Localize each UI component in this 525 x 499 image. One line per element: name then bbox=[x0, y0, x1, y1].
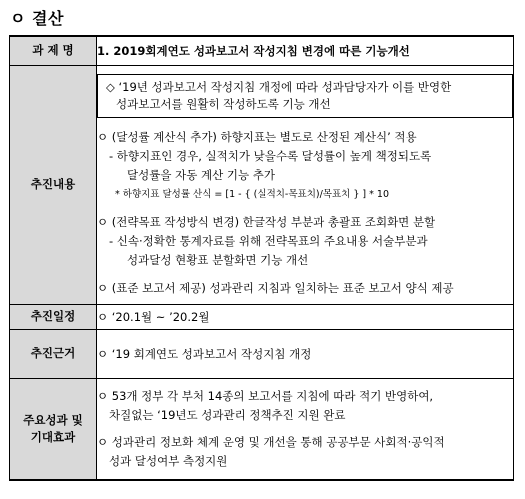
report-table bbox=[9, 35, 514, 481]
outcome-item-2-line-2: 성과 달성여부 측정지원 bbox=[109, 453, 228, 468]
outcome-item-1-line-1: ㅇ 53개 정부 각 부처 14종의 보고서를 지침에 따라 적기 반영하여, bbox=[97, 388, 434, 403]
detail-item-3: ㅇ (표준 보고서 제공) 성과관리 지침과 일치하는 표준 보고서 양식 제공 bbox=[97, 280, 454, 295]
label-outcomes bbox=[10, 378, 97, 480]
detail-item-1-sub-2: 달성률을 자동 계산 기능 추가 bbox=[127, 167, 275, 182]
outcome-item-2-line-1: ㅇ 성과관리 정보화 체계 운영 및 개선을 통해 공공부문 사회적·공익적 bbox=[97, 434, 445, 449]
task-title: 1. 2019회계연도 성과보고서 작성지침 변경에 따른 기능개선 bbox=[97, 36, 514, 65]
detail-item-1-sub-1: - 하향지표인 경우, 실적치가 낮을수록 달성률이 높게 책정되도록 bbox=[109, 148, 432, 163]
label-outcomes-line-2: 기대효과 bbox=[30, 429, 76, 444]
row-basis bbox=[10, 329, 514, 378]
outcomes-cell bbox=[97, 378, 514, 480]
row-details bbox=[10, 65, 514, 304]
outcome-item-1-line-2: 차질없는 ‘19년도 성과관리 정책추진 지원 완료 bbox=[109, 407, 346, 422]
summary-line-2: 성과보고서를 원활히 작성하도록 기능 개선 bbox=[116, 96, 331, 111]
section-heading: ㅇ 결산 bbox=[10, 9, 64, 28]
label-outcomes-line-1: 주요성과 및 bbox=[23, 412, 83, 427]
summary-box bbox=[97, 74, 513, 118]
basis-text: ㅇ ‘19 회계연도 성과보고서 작성지침 개정 bbox=[97, 329, 514, 378]
schedule-text: ㅇ ‘20.1월 ~ ’20.2월 bbox=[97, 304, 514, 329]
row-title bbox=[10, 36, 514, 65]
details-cell bbox=[97, 65, 514, 304]
label-schedule: 추진일정 bbox=[10, 304, 97, 329]
label-details: 추진내용 bbox=[10, 65, 97, 304]
summary-line-1: ◇ ‘19년 성과보고서 작성지침 개정에 따라 성과담당자가 이를 반영한 bbox=[106, 79, 452, 94]
detail-item-2: ㅇ (전략목표 작성방식 변경) 한글작성 부분과 총괄표 조회화면 분할 bbox=[97, 214, 436, 229]
row-schedule bbox=[10, 304, 514, 329]
row-outcomes bbox=[10, 378, 514, 480]
detail-item-2-sub-2: 성과달성 현황표 분할화면 기능 개선 bbox=[127, 252, 309, 267]
detail-item-1-formula: * 하향지표 달성률 산식 = [1 - { (실적치-목표치)/목표치 } ] * 10 bbox=[115, 188, 389, 200]
detail-item-2-sub-1: - 신속·정확한 통계자료를 위해 전략목표의 주요내용 서술부분과 bbox=[109, 233, 428, 248]
label-title: 과 제 명 bbox=[10, 36, 97, 65]
label-basis: 추진근거 bbox=[10, 329, 97, 378]
detail-item-1: ㅇ (달성률 계산식 추가) 하향지표는 별도로 산정된 계산식’ 적용 bbox=[97, 129, 417, 144]
